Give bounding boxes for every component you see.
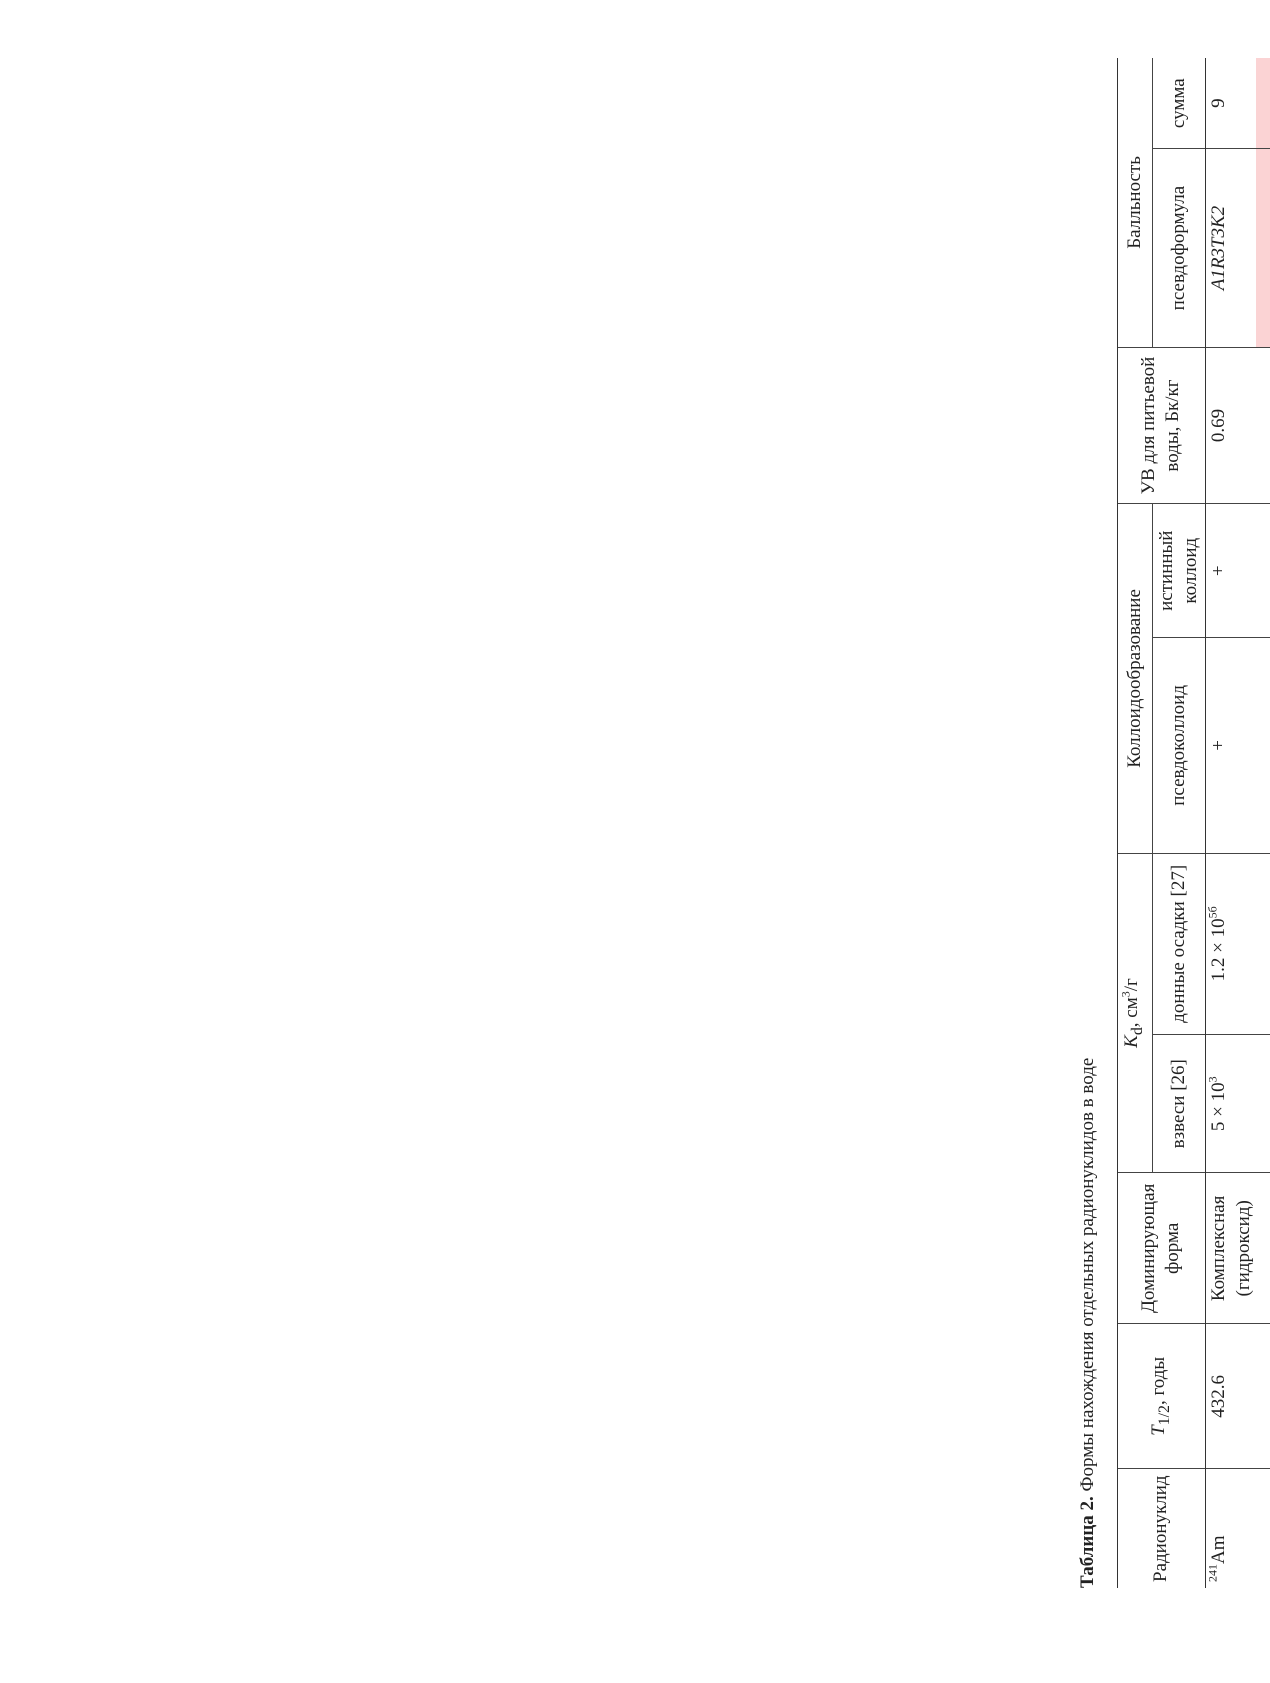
cell-kd-suspension	[1205, 1035, 1256, 1173]
header-pseudoformula: псевдоформула	[1152, 149, 1205, 347]
cell-nuclide	[1205, 1469, 1256, 1588]
nuclide-element: Am	[1207, 1535, 1229, 1564]
cell-sum: 9	[1205, 58, 1256, 149]
header-kd-sub: d	[1128, 1027, 1146, 1036]
table-caption	[1075, 1058, 1101, 1588]
spacer-cell	[1256, 1324, 1270, 1469]
header-halflife-symbol: T	[1147, 1425, 1169, 1436]
radionuclide-table	[1117, 58, 1270, 1588]
table-body	[1205, 58, 1270, 1588]
spacer-cell	[1256, 1035, 1270, 1173]
table-row	[1205, 58, 1256, 1588]
spacer-cell	[1256, 1173, 1270, 1324]
header-kd	[1118, 853, 1153, 1173]
spacer-cell	[1256, 58, 1270, 149]
header-halflife	[1118, 1324, 1206, 1469]
header-colloid: Коллоидообразование	[1118, 504, 1153, 853]
header-nuclide: Радионуклид	[1118, 1469, 1206, 1588]
spacer-cell	[1256, 853, 1270, 1034]
header-kd-exp: 3	[1118, 991, 1133, 998]
caption-title: Формы нахождения отдельных радионуклидов в воде	[1077, 1057, 1098, 1492]
header-uv: УВ для питьевой воды, Бк/кг	[1118, 347, 1206, 504]
header-true-colloid: истинный коллоид	[1152, 504, 1205, 638]
cell-kd-sediment	[1205, 853, 1256, 1034]
header-score: Балльность	[1118, 58, 1153, 347]
header-kd-symbol: K	[1121, 1035, 1142, 1048]
cell-form: Комплексная (гидроксид)	[1205, 1173, 1256, 1324]
cell-pseudoformula	[1205, 149, 1256, 347]
kd-suspension-value: 5 × 10	[1207, 1082, 1229, 1132]
header-kd-sediment: донные осадки [27]	[1152, 853, 1205, 1034]
cell-halflife	[1205, 1324, 1256, 1469]
spacer-cell	[1256, 1469, 1270, 1588]
pseudoformula-value: A1R3T3K2	[1207, 205, 1229, 291]
nuclide-mass: 241	[1205, 1564, 1220, 1582]
header-kd-unit: , см	[1121, 997, 1142, 1028]
cell-uv: 0.69	[1205, 347, 1256, 504]
caption-label: Таблица 2.	[1077, 1496, 1098, 1588]
table-container	[1117, 58, 1270, 1588]
header-kd-unit2: /г	[1121, 978, 1142, 992]
rotated-page	[1075, 58, 1270, 1588]
halflife-value: 432.6	[1207, 1374, 1229, 1418]
kd-sediment-value: 1.2 × 10	[1207, 918, 1229, 982]
cell-true-colloid: +	[1205, 504, 1256, 638]
spacer-cell	[1256, 347, 1270, 504]
header-form: Доминирующая форма	[1118, 1173, 1206, 1324]
cell-pseudocolloid: +	[1205, 638, 1256, 853]
header-halflife-unit: , годы	[1147, 1356, 1169, 1406]
spacer-cell	[1256, 504, 1270, 638]
header-sum: сумма	[1152, 58, 1205, 149]
row-spacer	[1256, 58, 1270, 1588]
header-kd-suspension: взвеси [26]	[1152, 1035, 1205, 1173]
header-pseudocolloid: псевдоколлоид	[1152, 638, 1205, 853]
kd-suspension-exponent: 3	[1205, 1076, 1220, 1083]
spacer-cell	[1256, 149, 1270, 347]
header-halflife-sub: 1/2	[1155, 1405, 1173, 1426]
spacer-cell	[1256, 638, 1270, 853]
kd-sediment-exponent: 5б	[1205, 906, 1220, 919]
